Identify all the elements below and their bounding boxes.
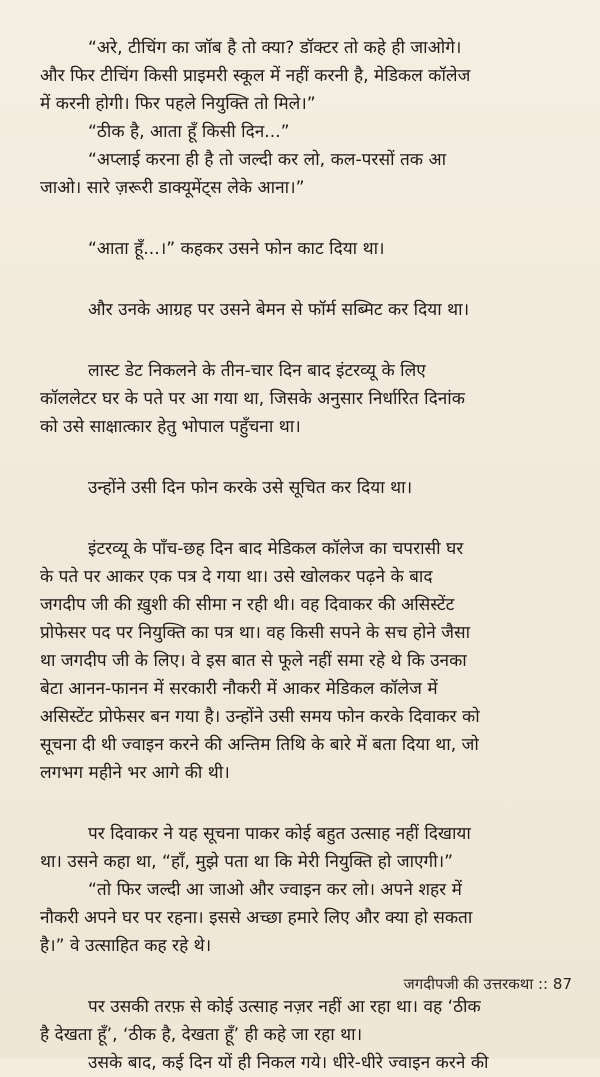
text-line: “तो फिर जल्दी आ जाओ और ज्वाइन कर लो। अपने शहर में — [88, 880, 462, 900]
page-number: 87 — [552, 975, 572, 993]
text-line: को उसे साक्षात्कार हेतु भोपाल पहुँचना था। — [40, 417, 301, 437]
text-line: उसके बाद, कई दिन यों ही निकल गये। धीरे-धीरे ज्वाइन करने की — [88, 1053, 489, 1073]
text-line: असिस्टेंट प्रोफेसर बन गया है। उन्होंने उसी समय फोन करके दिवाकर को — [40, 707, 480, 727]
text-line: बेटा आनन-फानन में सरकारी नौकरी में आकर मेडिकल कॉलेज में — [40, 679, 438, 699]
text-line: प्रोफेसर पद पर नियुक्ति का पत्र था। वह किसी सपने के सच होने जैसा — [40, 623, 471, 643]
text-line: पर दिवाकर ने यह सूचना पाकर कोई बहुत उत्साह नहीं दिखाया — [88, 824, 471, 844]
running-title: जगदीपजी की उत्तरकथा :: — [403, 975, 549, 993]
text-line: उन्होंने उसी दिन फोन करके उसे सूचित कर दिया था। — [88, 478, 413, 498]
text-line: और फिर टीचिंग किसी प्राइमरी स्कूल में नहीं करनी है, मेडिकल कॉलेज — [40, 66, 471, 86]
text-line: जाओ। सारे ज़रूरी डाक्यूमेंट्स लेके आना।” — [40, 178, 305, 198]
text-line: लास्ट डेट निकलने के तीन-चार दिन बाद इंटरव्यू के लिए — [88, 361, 426, 381]
body-text — [40, 34, 542, 1077]
text-line: है।” वे उत्साहित कह रहे थे। — [40, 936, 212, 956]
text-line: नौकरी अपने घर पर रहना। इससे अच्छा हमारे लिए और क्या हो सकता — [40, 908, 473, 928]
text-line: इंटरव्यू के पाँच-छह दिन बाद मेडिकल कॉलेज का चपरासी घर — [88, 539, 464, 559]
page-footer — [404, 974, 572, 994]
text-line: है देखता हूँ’, ‘ठीक है, देखता हूँ’ ही कहे जा रहा था। — [40, 1025, 363, 1045]
text-line: “अप्लाई करना ही है तो जल्दी कर लो, कल-परसों तक आ — [88, 150, 447, 170]
text-line: “ठीक है, आता हूँ किसी दिन...” — [88, 122, 290, 142]
text-line: जगदीप जी की ख़ुशी की सीमा न रही थी। वह दिवाकर की असिस्टेंट — [40, 595, 455, 615]
text-line: कॉललेटर घर के पते पर आ गया था, जिसके अनुसार निर्धारित दिनांक — [40, 389, 465, 409]
text-line: सूचना दी थी ज्वाइन करने की अन्तिम तिथि के बारे में बता दिया था, जो — [40, 735, 479, 755]
text-line: “अरे, टीचिंग का जॉब है तो क्या? डॉक्टर तो कहे ही जाओगे। — [88, 38, 462, 58]
text-line: लगभग महीने भर आगे की थी। — [40, 763, 230, 783]
text-line: में करनी होगी। फिर पहले नियुक्ति तो मिले।” — [40, 94, 316, 114]
text-line: था। उसने कहा था, “हाँ, मुझे पता था कि मेरी नियुक्ति हो जाएगी।” — [40, 852, 454, 872]
text-line: था जगदीप जी के लिए। वे इस बात से फूले नहीं समा रहे थे कि उनका — [40, 651, 467, 671]
text-line: के पते पर आकर एक पत्र दे गया था। उसे खोलकर पढ़ने के बाद — [40, 567, 433, 587]
text-line: पर उसकी तरफ़ से कोई उत्साह नज़र नहीं आ रहा था। वह ‘ठीक — [88, 997, 481, 1017]
text-line: “आता हूँ...।” कहकर उसने फोन काट दिया था। — [88, 239, 385, 259]
text-line: और उनके आग्रह पर उसने बेमन से फॉर्म सब्मिट कर दिया था। — [88, 300, 470, 320]
